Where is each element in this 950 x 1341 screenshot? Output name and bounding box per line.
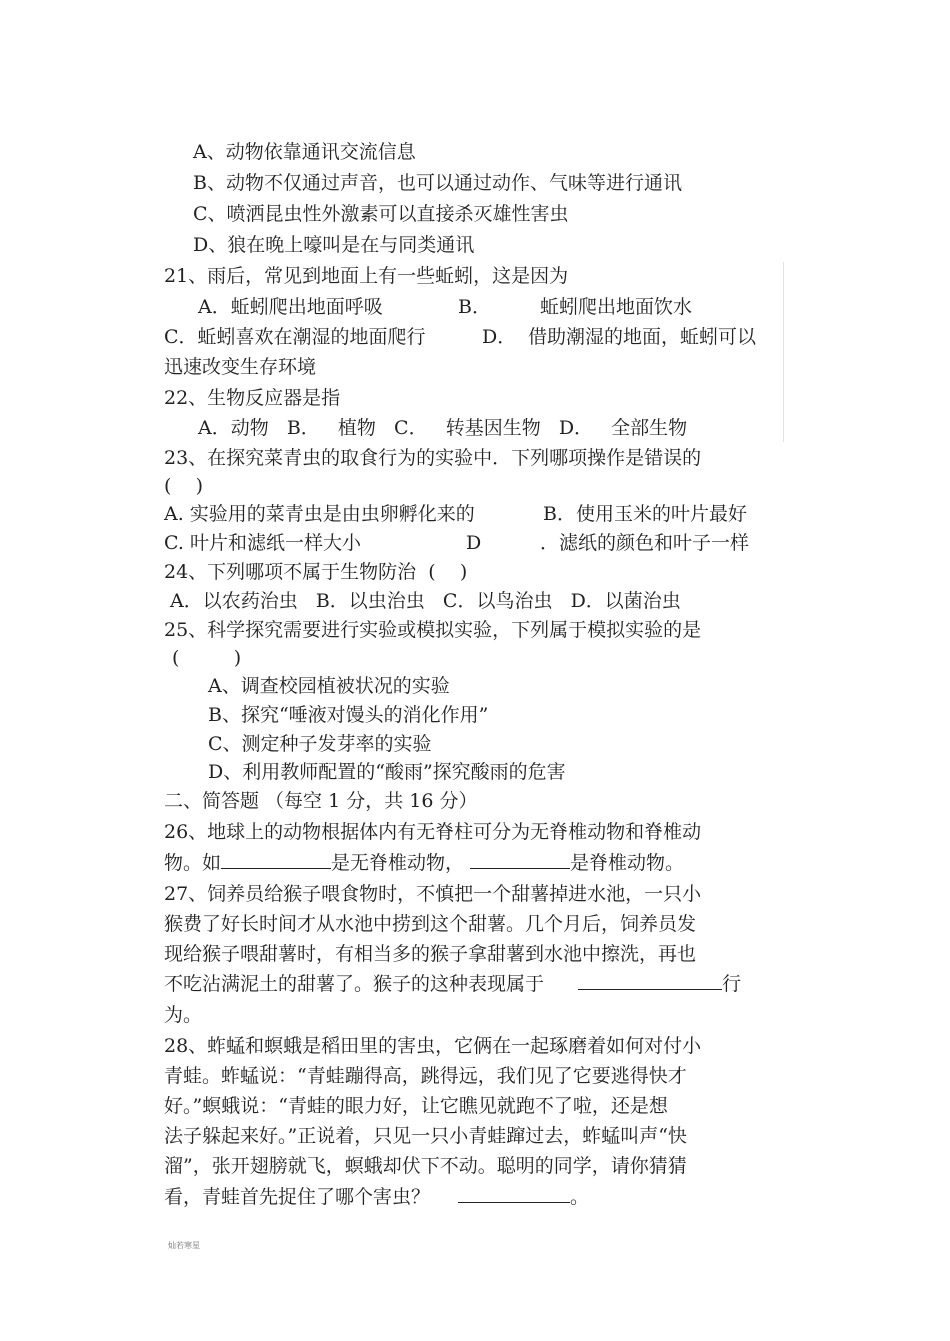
q21-stem: 21、雨后，常见到地面上有一些蚯蚓，这是因为 (164, 265, 569, 287)
q22-options: A．动物 B． 植物 C． 转基因生物 D． 全部生物 (198, 417, 688, 439)
q25-option-a: A、调查校园植被状况的实验 (208, 675, 450, 697)
q23-option-b: B．使用玉米的叶片最好 (543, 503, 747, 525)
q28-line5: 溜”，张开翅膀就飞，螟蛾却伏下不动。聪明的同学，请你猜猜 (164, 1155, 687, 1177)
q23-option-a: A. 实验用的菜青虫是由虫卵孵化来的 (164, 503, 475, 525)
q23-stem: 23、在探究菜青虫的取食行为的实验中．下列哪项操作是错误的 (164, 447, 702, 469)
q25-stem: 25、科学探究需要进行实验或模拟实验，下列属于模拟实验的是 (164, 619, 702, 641)
q21-option-d-text: 借助潮湿的地面，蚯蚓可以 (528, 326, 757, 348)
q25-option-c: C、测定种子发芽率的实验 (208, 733, 432, 755)
q27-line5: 为。 (164, 1004, 203, 1026)
q26-line2 (164, 850, 684, 876)
q21-option-c: C．蚯蚓喜欢在潮湿的地面爬行 (164, 326, 426, 348)
q23-option-c: C. 叶片和滤纸一样大小 (164, 532, 361, 554)
q22-stem: 22、生物反应器是指 (164, 387, 341, 409)
q21-option-a: A．蚯蚓爬出地面呼吸 (198, 296, 383, 318)
q27-blank[interactable] (578, 971, 722, 990)
q28-line2: 青蛙。蚱蜢说：“青蛙蹦得高，跳得远，我们见了它要逃得快才 (164, 1065, 687, 1087)
q21-option-d-cont: 迅速改变生存环境 (164, 356, 317, 378)
q26-mid: 是无脊椎动物， (331, 852, 465, 874)
q23-option-d-label: D (466, 532, 482, 554)
q26-blank-1[interactable] (221, 850, 331, 869)
q21-option-b-label: B． (458, 296, 491, 318)
q28-line6 (164, 1184, 589, 1210)
footer-mark: 灿若寒星 (168, 1241, 200, 1250)
q27-line4-end: 行 (722, 973, 742, 995)
q27-line3: 现给猴子喂甜薯时，有相当多的猴子拿甜薯到水池中擦洗，再也 (164, 943, 697, 965)
vertical-rule (783, 262, 784, 442)
q26-blank-2[interactable] (470, 850, 570, 869)
q21-option-b-text: 蚯蚓爬出地面饮水 (540, 296, 693, 318)
q28-line4: 法子躲起来好。”正说着，只见一只小青蛙蹿过去，蚱蜢叫声“快 (164, 1125, 687, 1147)
q27-line4-text: 不吃沾满泥土的甜薯了。猴子的这种表现属于 (164, 973, 545, 995)
q24-stem: 24、下列哪项不属于生物防治 ( ) (164, 561, 468, 583)
q20-option-c: C、喷洒昆虫性外激素可以直接杀灭雄性害虫 (193, 203, 569, 225)
q26-post: 是脊椎动物。 (570, 852, 685, 874)
q25-paren: ( ) (172, 647, 242, 669)
q28-blank[interactable] (458, 1184, 570, 1203)
q28-line6-text: 看，青蛙首先捉住了哪个害虫？ (164, 1186, 431, 1208)
q25-option-d: D、利用教师配置的“酸雨”探究酸雨的危害 (208, 761, 566, 783)
q26-pre: 物。如 (164, 852, 222, 874)
q21-option-d-label: D． (482, 326, 517, 348)
q27-line1: 27、饲养员给猴子喂食物时，不慎把一个甜薯掉进水池，一只小 (164, 883, 702, 905)
q20-option-a: A、动物依靠通讯交流信息 (193, 141, 416, 163)
q28-line3: 好。”螟蛾说：“青蛙的眼力好，让它瞧见就跑不了啦，还是想 (164, 1095, 668, 1117)
q28-end: 。 (570, 1186, 590, 1208)
q24-options: A．以农药治虫 B．以虫治虫 C．以鸟治虫 D．以菌治虫 (170, 590, 681, 612)
q23-option-d-text: ．滤纸的颜色和叶子一样 (540, 532, 750, 554)
q28-line1: 28、蚱蜢和螟蛾是稻田里的害虫，它俩在一起琢磨着如何对付小 (164, 1035, 702, 1057)
q27-line2: 猴费了好长时间才从水池中捞到这个甜薯。几个月后，饲养员发 (164, 913, 697, 935)
q26-line1: 26、地球上的动物根据体内有无脊柱可分为无脊椎动物和脊椎动 (164, 821, 702, 843)
section-heading: 二、简答题 （每空 1 分，共 16 分） (164, 790, 478, 812)
q27-line4 (164, 971, 741, 997)
q25-option-b: B、探究“唾液对馒头的消化作用” (208, 704, 489, 726)
q23-paren: ( ) (164, 475, 203, 497)
q20-option-b: B、动物不仅通过声音，也可以通过动作、气味等进行通讯 (193, 172, 682, 194)
q20-option-d: D、狼在晚上嚎叫是在与同类通讯 (193, 234, 475, 256)
